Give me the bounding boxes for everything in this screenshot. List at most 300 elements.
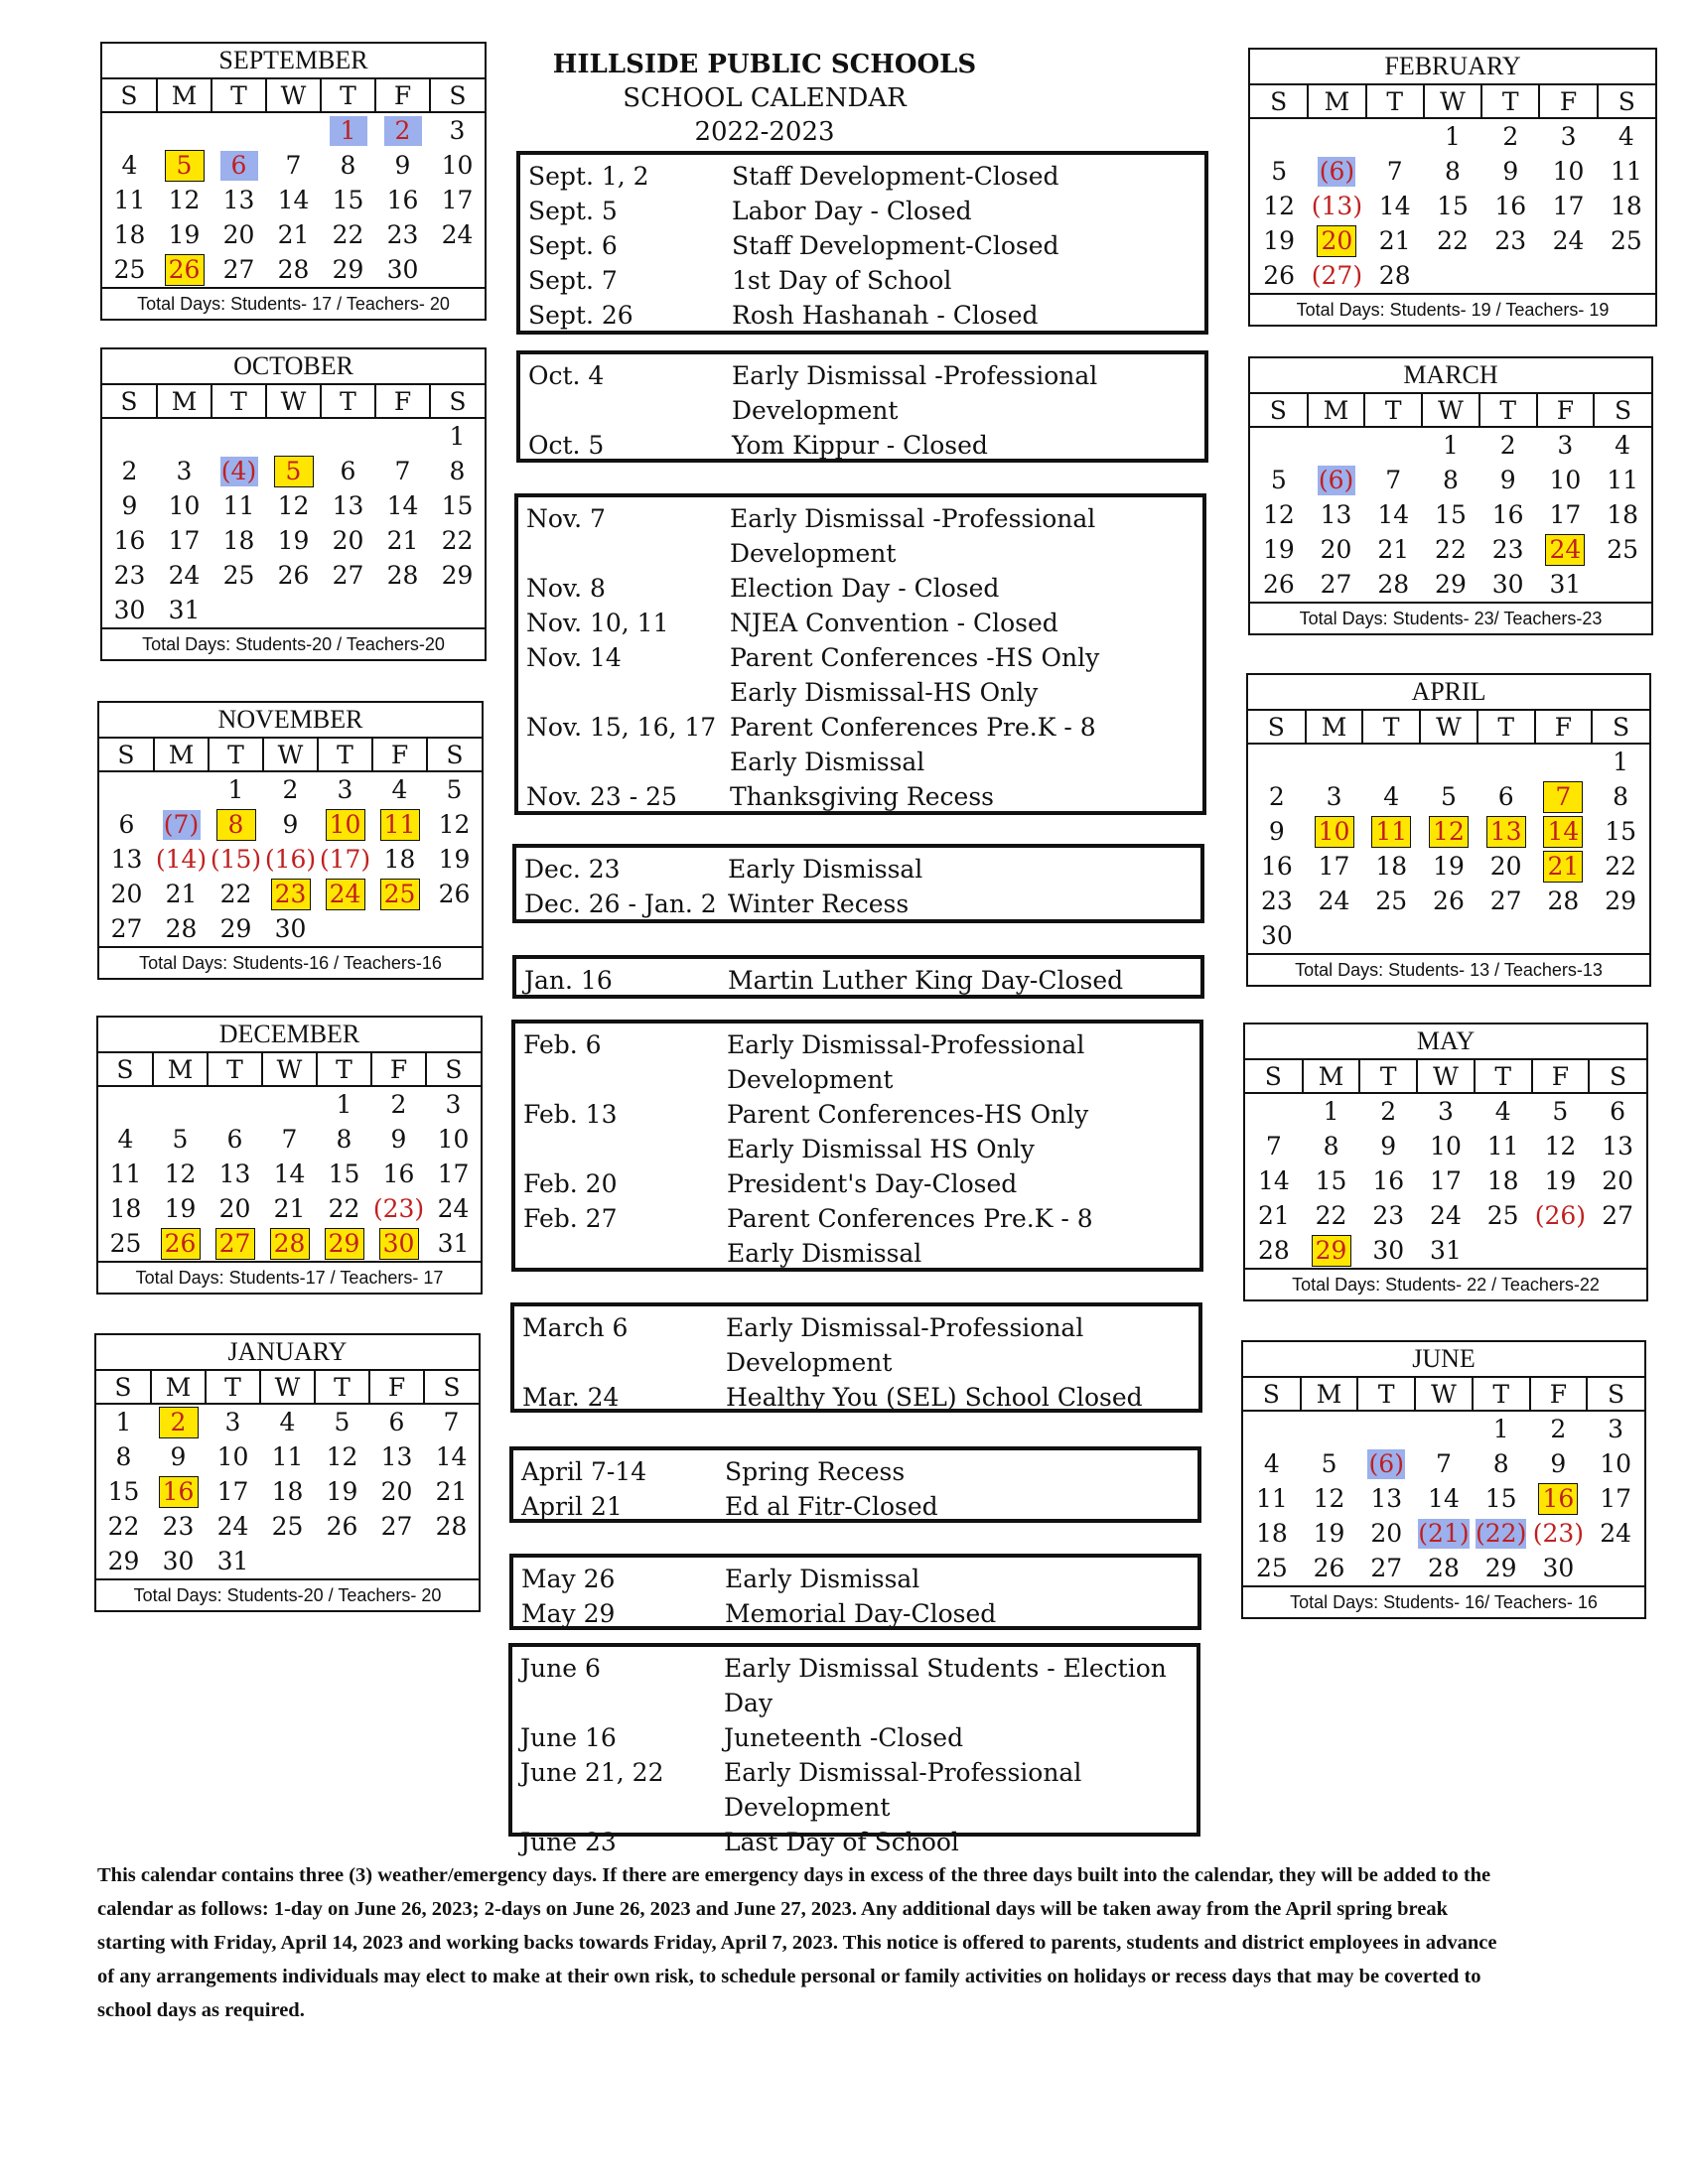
- day-number: 8: [1613, 781, 1629, 811]
- day-cell: [208, 1086, 262, 1122]
- day-cell: [430, 523, 485, 558]
- event-date: Dec. 26 - Jan. 2: [524, 889, 717, 918]
- day-cell: [1250, 532, 1308, 567]
- day-cell: [1250, 189, 1308, 223]
- day-number: 12: [1262, 499, 1295, 529]
- day-cell: [1303, 1198, 1360, 1233]
- day-cell: [153, 1086, 208, 1122]
- event-description: Staff Development-Closed: [732, 231, 1059, 260]
- day-number: 14: [435, 1441, 468, 1471]
- day-cell: [317, 1226, 371, 1261]
- weekday-header: F: [371, 1053, 426, 1086]
- weekday-header: S: [96, 1371, 151, 1404]
- event-description: Early Dismissal: [730, 748, 925, 776]
- event-row: [526, 779, 1195, 814]
- day-number: 16: [1372, 1165, 1405, 1195]
- day-number: 28: [1428, 1553, 1460, 1582]
- day-number: 27: [222, 254, 255, 284]
- day-cell: [427, 911, 482, 946]
- day-cell: [1589, 1198, 1646, 1233]
- day-cell: [211, 183, 266, 217]
- day-number: (13): [1311, 191, 1363, 220]
- day-cell: [1473, 1516, 1530, 1551]
- event-row: [528, 194, 1196, 228]
- week-row: [1250, 567, 1651, 602]
- day-number: 20: [222, 219, 255, 249]
- day-cell: [1539, 118, 1597, 154]
- day-cell: [102, 488, 157, 523]
- day-number: 29: [107, 1546, 140, 1575]
- day-number: (23): [1532, 1518, 1585, 1548]
- day-number: 25: [109, 1228, 142, 1258]
- day-cell: [208, 1191, 262, 1226]
- day-number: 29: [1435, 569, 1467, 599]
- event-row: [521, 1489, 1190, 1524]
- events-june: [508, 1643, 1200, 1856]
- day-cell: [1532, 1129, 1590, 1163]
- event-date: [523, 1236, 727, 1271]
- day-number: 25: [113, 254, 146, 284]
- week-row: [102, 558, 485, 593]
- weekday-header: S: [102, 79, 157, 112]
- day-cell: [369, 1509, 424, 1544]
- event-row: [528, 228, 1196, 263]
- day-cell: [1420, 814, 1477, 849]
- day-cell: [424, 1404, 479, 1439]
- week-row: [1243, 1411, 1644, 1446]
- day-cell: [1245, 1093, 1303, 1129]
- day-cell: [427, 877, 482, 911]
- day-cell: [102, 112, 157, 148]
- day-cell: [1530, 1446, 1588, 1481]
- day-cell: [96, 1509, 151, 1544]
- day-number: 26: [277, 560, 310, 590]
- day-number: 15: [1484, 1483, 1517, 1513]
- day-cell: [266, 558, 321, 593]
- weekday-header: W: [263, 739, 318, 771]
- day-number: 28: [1547, 886, 1580, 915]
- week-row: [98, 1226, 481, 1261]
- day-number: 19: [1544, 1165, 1577, 1195]
- event-description: 1st Day of School: [732, 266, 952, 295]
- week-row: [1250, 189, 1655, 223]
- day-cell: [1539, 258, 1597, 293]
- day-cell: [1248, 814, 1306, 849]
- day-cell: [424, 1544, 479, 1578]
- week-row: [102, 112, 485, 148]
- day-cell: [1248, 779, 1306, 814]
- day-cell: [266, 418, 321, 454]
- week-row: [102, 148, 485, 183]
- event-description: Spring Recess: [725, 1457, 906, 1486]
- day-cell: [1479, 532, 1537, 567]
- day-cell: [266, 488, 321, 523]
- day-cell: [1366, 189, 1424, 223]
- day-number: 23: [1491, 534, 1524, 564]
- day-cell: [206, 1474, 260, 1509]
- day-cell: [426, 1122, 481, 1157]
- day-cell: [1250, 223, 1308, 258]
- day-number: 16: [1491, 499, 1524, 529]
- day-cell: [263, 911, 318, 946]
- event-description: Healthy You (SEL) School Closed: [726, 1383, 1143, 1412]
- weekday-header: S: [1245, 1060, 1303, 1093]
- day-cell: [430, 112, 485, 148]
- month-grid: [1243, 1378, 1644, 1585]
- day-number: 16: [159, 1476, 199, 1508]
- day-cell: [1364, 463, 1422, 497]
- week-row: [1248, 744, 1649, 779]
- day-number: 24: [1545, 534, 1585, 566]
- day-number: 3: [1608, 1414, 1624, 1443]
- day-cell: [375, 593, 430, 627]
- day-number: 17: [1600, 1483, 1632, 1513]
- day-cell: [209, 771, 263, 807]
- day-cell: [1535, 918, 1593, 953]
- week-row: [96, 1544, 479, 1578]
- day-cell: [321, 558, 375, 593]
- day-number: 24: [1318, 886, 1350, 915]
- day-cell: [426, 1086, 481, 1122]
- weekday-header: T: [211, 385, 266, 418]
- month-may: [1243, 1023, 1648, 1301]
- day-cell: [153, 1122, 208, 1157]
- day-cell: [424, 1439, 479, 1474]
- event-description: Parent Conferences Pre.K - 8: [730, 713, 1096, 742]
- week-row: [102, 454, 485, 488]
- event-row: [523, 1027, 1192, 1062]
- day-cell: [98, 1226, 153, 1261]
- day-number: 3: [1326, 781, 1342, 811]
- weekday-header: W: [1417, 1060, 1475, 1093]
- day-cell: [263, 842, 318, 877]
- day-number: 12: [164, 1159, 197, 1188]
- day-number: 8: [336, 1124, 352, 1154]
- day-number: 26: [326, 1511, 358, 1541]
- week-row: [1243, 1446, 1644, 1481]
- day-cell: [1357, 1411, 1415, 1446]
- day-number: 27: [332, 560, 364, 590]
- day-cell: [371, 1086, 426, 1122]
- day-number: 21: [1378, 225, 1411, 255]
- week-row: [96, 1509, 479, 1544]
- month-total-days: Total Days: Students- 13 / Teachers-13: [1248, 953, 1649, 985]
- day-cell: [1424, 118, 1481, 154]
- day-cell: [321, 217, 375, 252]
- day-number: 29: [1605, 886, 1637, 915]
- day-number: 30: [379, 1228, 419, 1260]
- day-number: 27: [1370, 1553, 1403, 1582]
- day-cell: [1598, 118, 1655, 154]
- day-number: 26: [161, 1228, 201, 1260]
- day-cell: [1243, 1516, 1301, 1551]
- event-row: [524, 887, 1193, 921]
- day-number: 15: [107, 1476, 140, 1506]
- weekday-header: S: [98, 1053, 153, 1086]
- day-number: 7: [285, 150, 302, 180]
- day-number: 23: [1494, 225, 1527, 255]
- weekday-header: F: [1537, 394, 1595, 427]
- event-row: [524, 963, 1193, 998]
- day-number: 21: [435, 1476, 468, 1506]
- day-cell: [209, 877, 263, 911]
- event-description: Early Dismissal-Professional: [727, 1030, 1085, 1059]
- day-cell: [1530, 1551, 1588, 1585]
- day-cell: [1477, 779, 1535, 814]
- day-cell: [102, 252, 157, 287]
- day-number: 18: [222, 525, 255, 555]
- weekday-header: S: [426, 1053, 481, 1086]
- day-number: 11: [271, 1441, 304, 1471]
- event-description: Early Dismissal -Professional: [730, 504, 1096, 533]
- day-cell: [1417, 1163, 1475, 1198]
- day-cell: [375, 523, 430, 558]
- day-cell: [317, 1191, 371, 1226]
- day-number: 10: [1600, 1448, 1632, 1478]
- day-cell: [1537, 463, 1595, 497]
- day-cell: [1587, 1516, 1644, 1551]
- day-cell: [1587, 1551, 1644, 1585]
- event-description: Winter Recess: [728, 889, 910, 918]
- event-description: Early Dismissal-HS Only: [730, 678, 1039, 707]
- week-row: [1250, 223, 1655, 258]
- day-number: 20: [1489, 851, 1522, 881]
- event-row: [520, 1825, 1189, 1859]
- day-cell: [1364, 567, 1422, 602]
- week-row: [1250, 427, 1651, 463]
- events-april: [509, 1446, 1201, 1523]
- day-number: 13: [1320, 499, 1352, 529]
- day-number: 24: [441, 219, 474, 249]
- day-number: 29: [219, 913, 252, 943]
- day-cell: [1362, 884, 1420, 918]
- day-number: 9: [1502, 156, 1519, 186]
- day-cell: [1473, 1551, 1530, 1585]
- day-number: 4: [1383, 781, 1400, 811]
- day-number: 15: [1435, 499, 1467, 529]
- event-description: Parent Conferences-HS Only: [727, 1100, 1089, 1129]
- weekday-header: S: [1250, 85, 1308, 118]
- weekday-header: T: [1357, 1378, 1415, 1411]
- day-number: 25: [271, 1511, 304, 1541]
- event-description: Early Dismissal: [725, 1565, 920, 1593]
- day-cell: [99, 877, 154, 911]
- day-cell: [321, 148, 375, 183]
- day-number: 20: [1370, 1518, 1403, 1548]
- day-cell: [1479, 567, 1537, 602]
- weekday-header: T: [1366, 85, 1424, 118]
- month-total-days: Total Days: Students- 19 / Teachers- 19: [1250, 293, 1655, 325]
- day-cell: [260, 1474, 315, 1509]
- day-number: 19: [164, 1193, 197, 1223]
- day-number: 30: [162, 1546, 195, 1575]
- day-cell: [1422, 497, 1479, 532]
- day-cell: [1479, 427, 1537, 463]
- day-number: 17: [1552, 191, 1585, 220]
- day-cell: [1308, 258, 1365, 293]
- day-number: 23: [1260, 886, 1293, 915]
- day-cell: [1420, 849, 1477, 884]
- day-cell: [96, 1439, 151, 1474]
- week-row: [1243, 1551, 1644, 1585]
- day-cell: [1594, 463, 1651, 497]
- month-total-days: Total Days: Students- 23/ Teachers-23: [1250, 602, 1651, 633]
- day-number: 16: [113, 525, 146, 555]
- month-november: [97, 701, 484, 980]
- week-row: [99, 911, 482, 946]
- week-row: [99, 842, 482, 877]
- day-number: 11: [1255, 1483, 1288, 1513]
- week-row: [1245, 1093, 1646, 1129]
- day-number: 13: [1602, 1131, 1634, 1160]
- weekday-header: S: [1589, 1060, 1646, 1093]
- weekday-header: T: [1359, 1060, 1417, 1093]
- day-cell: [1362, 744, 1420, 779]
- calendar-title: SCHOOL CALENDAR: [623, 83, 907, 113]
- month-january: [94, 1333, 481, 1612]
- event-description: Early Dismissal: [727, 1239, 922, 1268]
- day-number: 14: [1377, 499, 1410, 529]
- day-number: 4: [1494, 1096, 1511, 1126]
- day-cell: [1589, 1129, 1646, 1163]
- day-cell: [266, 454, 321, 488]
- day-cell: [372, 807, 427, 842]
- day-cell: [151, 1439, 206, 1474]
- day-number: (6): [1368, 1448, 1404, 1478]
- day-cell: [1250, 463, 1308, 497]
- school-year: 2022-2023: [694, 117, 835, 147]
- day-cell: [208, 1122, 262, 1157]
- day-number: 5: [172, 1124, 189, 1154]
- event-date: Nov. 8: [526, 574, 606, 603]
- day-cell: [157, 217, 211, 252]
- month-grid: [98, 1053, 481, 1261]
- week-row: [98, 1086, 481, 1122]
- day-number: 3: [337, 774, 353, 804]
- day-cell: [266, 252, 321, 287]
- day-cell: [1308, 223, 1365, 258]
- month-grid: [99, 739, 482, 946]
- day-cell: [321, 418, 375, 454]
- day-number: 18: [271, 1476, 304, 1506]
- weekday-header: M: [1301, 1378, 1358, 1411]
- day-cell: [1475, 1233, 1532, 1268]
- weekday-header: T: [1481, 85, 1539, 118]
- day-number: (4): [220, 456, 257, 485]
- day-cell: [1366, 154, 1424, 189]
- day-cell: [317, 1086, 371, 1122]
- month-total-days: Total Days: Students- 17 / Teachers- 20: [102, 287, 485, 319]
- day-number: 27: [110, 913, 143, 943]
- day-cell: [1243, 1551, 1301, 1585]
- day-number: 14: [273, 1159, 306, 1188]
- day-cell: [260, 1439, 315, 1474]
- calendar-header: [516, 48, 1013, 149]
- day-number: 5: [165, 150, 205, 182]
- day-cell: [1594, 532, 1651, 567]
- day-cell: [1303, 1129, 1360, 1163]
- day-number: (14): [155, 844, 208, 874]
- day-number: 2: [1502, 121, 1519, 151]
- day-cell: [315, 1509, 369, 1544]
- day-cell: [1539, 189, 1597, 223]
- day-cell: [1424, 258, 1481, 293]
- day-cell: [424, 1509, 479, 1544]
- event-date: [523, 1132, 727, 1166]
- weekday-header: S: [427, 739, 482, 771]
- day-cell: [211, 252, 266, 287]
- week-row: [99, 807, 482, 842]
- event-row: [528, 263, 1196, 298]
- day-number: 4: [121, 150, 138, 180]
- day-number: 11: [113, 185, 146, 214]
- day-number: 6: [1497, 781, 1514, 811]
- day-cell: [318, 807, 372, 842]
- event-date: [520, 1790, 724, 1825]
- month-grid: [102, 79, 485, 287]
- day-number: 6: [340, 456, 356, 485]
- day-cell: [430, 558, 485, 593]
- day-number: (7): [163, 809, 200, 839]
- day-cell: [375, 252, 430, 287]
- day-number: 21: [1257, 1200, 1290, 1230]
- day-cell: [1306, 918, 1363, 953]
- day-cell: [1248, 918, 1306, 953]
- day-cell: [266, 148, 321, 183]
- day-number: 10: [1549, 465, 1582, 494]
- weekday-header: M: [1308, 85, 1365, 118]
- day-number: 21: [165, 879, 198, 908]
- day-cell: [1357, 1551, 1415, 1585]
- day-cell: [157, 148, 211, 183]
- day-cell: [263, 771, 318, 807]
- day-number: 26: [1262, 569, 1295, 599]
- day-number: (23): [372, 1193, 425, 1223]
- day-cell: [1306, 814, 1363, 849]
- day-number: 28: [277, 254, 310, 284]
- events-december: [512, 844, 1204, 923]
- day-number: 25: [1375, 886, 1408, 915]
- event-row: [522, 1380, 1191, 1415]
- event-row: [521, 1454, 1190, 1489]
- day-cell: [102, 183, 157, 217]
- month-february: [1248, 48, 1657, 327]
- day-number: 13: [222, 185, 255, 214]
- day-number: 28: [165, 913, 198, 943]
- day-number: (27): [1311, 260, 1363, 290]
- weekday-header: S: [424, 1371, 479, 1404]
- event-date: Dec. 23: [524, 855, 621, 884]
- day-cell: [321, 523, 375, 558]
- weekday-header: M: [153, 1053, 208, 1086]
- event-date: [523, 1062, 727, 1097]
- day-number: 21: [277, 219, 310, 249]
- day-number: 30: [1372, 1235, 1405, 1265]
- day-cell: [1301, 1516, 1358, 1551]
- day-number: 13: [1486, 816, 1526, 848]
- event-row: [528, 298, 1196, 333]
- day-number: 2: [1550, 1414, 1567, 1443]
- day-number: 23: [386, 219, 419, 249]
- day-number: (16): [264, 844, 317, 874]
- day-number: 11: [1486, 1131, 1519, 1160]
- day-number: 4: [1263, 1448, 1280, 1478]
- weekday-header: M: [151, 1371, 206, 1404]
- day-cell: [208, 1226, 262, 1261]
- weekday-header: W: [260, 1371, 315, 1404]
- event-row: [523, 1062, 1192, 1097]
- event-date: March 6: [522, 1313, 629, 1342]
